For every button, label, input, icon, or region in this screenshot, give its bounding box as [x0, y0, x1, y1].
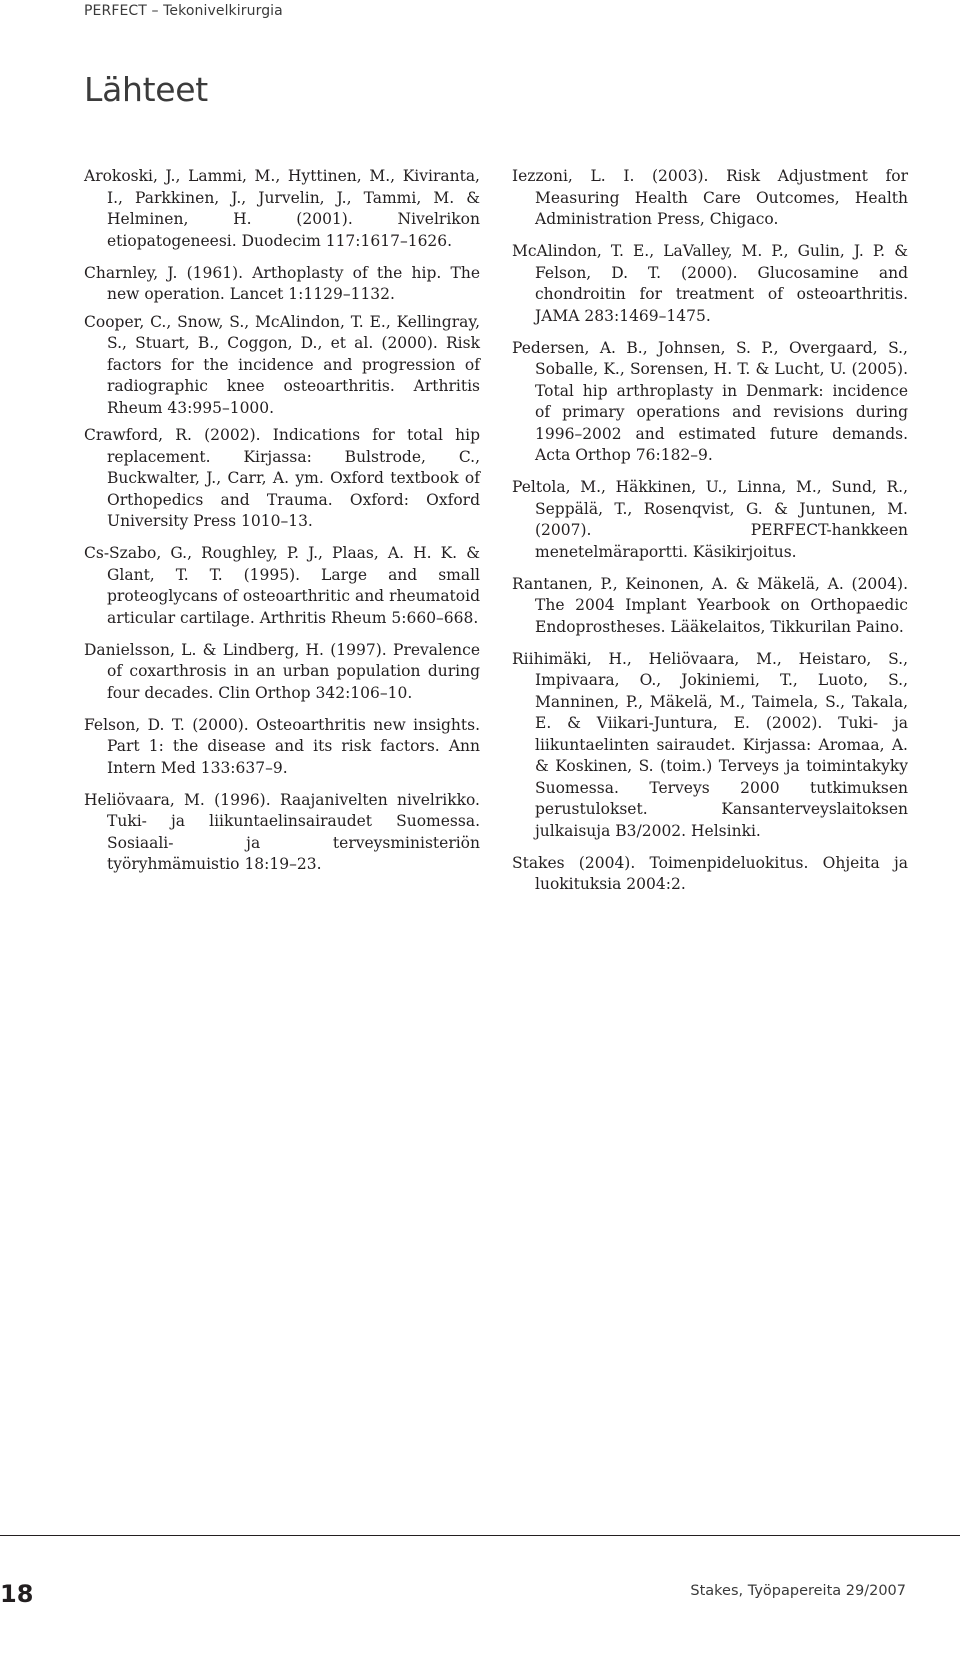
- references-left-column: [84, 166, 480, 886]
- reference-item: Stakes (2004). Toimenpideluokitus. Ohjeita ja luokituksia 2004:2.: [512, 853, 908, 893]
- reference-item: Peltola, M., Häkkinen, U., Linna, M., Sund, R., Seppälä, T., Rosenqvist, G. & Juntunen, M. (2007). PERFECT-hankkeen menetelmäraportti. Käsikirjoitus.: [512, 478, 908, 561]
- reference-item: McAlindon, T. E., LaValley, M. P., Gulin, J. P. & Felson, D. T. (2000). Glucosamine and chondroitin for treatment of osteoarthritis. JAMA 283:1469–1475.: [512, 242, 908, 325]
- page-title: Lähteet: [84, 70, 208, 109]
- reference-item: Riihimäki, H., Heliövaara, M., Heistaro, S., Impivaara, O., Jokiniemi, T., Luoto, S., Manninen, P., Mäkelä, M., Taimela, S., Takala, E. & Viikari-Juntura, E. (2002). Tuki- ja liikuntaelinten sairaudet. Kirjassa: Aromaa, A. & Koskinen, S. (toim.) Terveys ja toimintakyky Suomessa. Terveys 2000 tutkimuksen perustulokset. Kansanterveyslaitoksen julkaisuja B3/2002. Helsinki.: [512, 649, 908, 840]
- reference-item: Cooper, C., Snow, S., McAlindon, T. E., Kellingray, S., Stuart, B., Coggon, D., et al. (2000). Risk factors for the incidence and progression of radiographic knee osteoarthritis. Arthritis Rheum 43:995–1000.: [84, 312, 480, 417]
- page-number: 18: [0, 1580, 34, 1608]
- footer-publication: Stakes, Työpapereita 29/2007: [690, 1583, 906, 1599]
- reference-item: Pedersen, A. B., Johnsen, S. P., Overgaard, S., Soballe, K., Sorensen, H. T. & Lucht, U. (2005). Total hip arthroplasty in Denmark: incidence of primary operations and revisions during 1996–2002 and estimated future demands. Acta Orthop 76:182–9.: [512, 338, 908, 464]
- reference-item: Crawford, R. (2002). Indications for total hip replacement. Kirjassa: Bulstrode, C., Buckwalter, J., Carr, A. ym. Oxford textbook of Orthopedics and Trauma. Oxford: Oxford University Press 1010–13.: [84, 426, 480, 530]
- reference-item: Cs-Szabo, G., Roughley, P. J., Plaas, A. H. K. & Glant, T. T. (1995). Large and small proteoglycans of osteoarthritic and rheumatoid articular cartilage. Arthritis Rheum 5:660–668.: [84, 544, 480, 627]
- reference-item: Arokoski, J., Lammi, M., Hyttinen, M., Kiviranta, I., Parkkinen, J., Jurvelin, J., Tammi, M. & Helminen, H. (2001). Nivelrikon etiopatogeneesi. Duodecim 117:1617–1626.: [84, 167, 480, 250]
- running-head: PERFECT – Tekonivelkirurgia: [84, 3, 283, 19]
- references-right-column: [512, 166, 908, 906]
- footer-rule: [0, 1535, 960, 1536]
- reference-item: Rantanen, P., Keinonen, A. & Mäkelä, A. (2004). The 2004 Implant Yearbook on Orthopaedic Endoprostheses. Lääkelaitos, Tikkurilan Paino.: [512, 574, 908, 636]
- reference-item: Felson, D. T. (2000). Osteoarthritis new insights. Part 1: the disease and its risk factors. Ann Intern Med 133:637–9.: [84, 715, 480, 777]
- reference-item: Heliövaara, M. (1996). Raajanivelten nivelrikko. Tuki- ja liikuntaelinsairaudet Suomessa. Sosiaali- ja terveysministeriön työryhmämuistio 18:19–23.: [84, 790, 480, 873]
- reference-item: Danielsson, L. & Lindberg, H. (1997). Prevalence of coxarthrosis in an urban population during four decades. Clin Orthop 342:106–10.: [84, 640, 480, 702]
- reference-item: Iezzoni, L. I. (2003). Risk Adjustment for Measuring Health Care Outcomes, Health Administration Press, Chigaco.: [512, 167, 908, 228]
- reference-item: Charnley, J. (1961). Arthoplasty of the hip. The new operation. Lancet 1:1129–1132.: [84, 263, 480, 303]
